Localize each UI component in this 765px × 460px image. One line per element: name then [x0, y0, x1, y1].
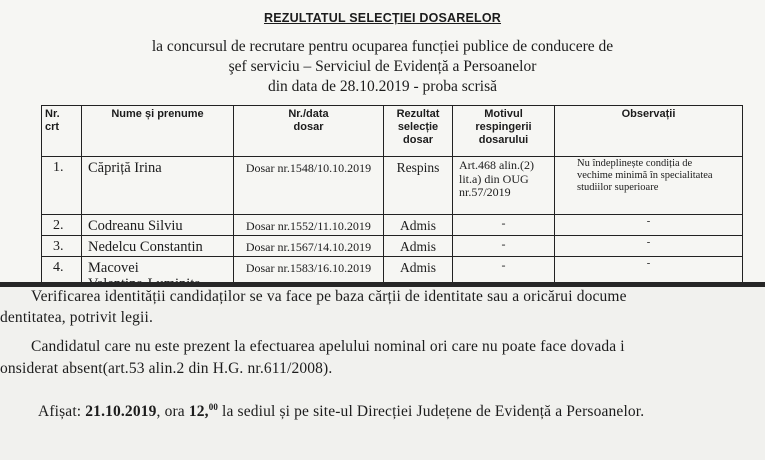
row-result: Admis — [384, 215, 453, 236]
subtitle-line-3: din data de 28.10.2019 - proba scrisă — [268, 78, 497, 95]
row-notes: - — [555, 215, 743, 236]
subtitle-line-1: la concursul de recrutare pentru ocuparea funcției publice de conducere de — [151, 38, 614, 55]
posted-notice — [38, 402, 644, 421]
row-reason: - — [453, 236, 555, 257]
posted-rest: la sediul și pe site-ul Direcției Județene de Evidență a Persoanelor. — [218, 403, 645, 420]
document-lower-page — [0, 287, 765, 460]
absence-paragraph-cont: onsiderat absent(art.53 alin.2 din H.G. nr.611/2008). — [0, 360, 333, 377]
row-nr: 1. — [42, 157, 82, 215]
row-dosar: Dosar nr.1567/14.10.2019 — [234, 236, 384, 257]
row-nr: 3. — [42, 236, 82, 257]
posted-date: 21.10.2019 — [85, 403, 157, 420]
row-notes: - — [555, 257, 743, 294]
absence-paragraph: Candidatul care nu este prezent la efectuarea apelului nominal ori care nu poate face dovada i — [31, 338, 625, 355]
row-result: Admis — [384, 257, 453, 294]
posted-label: Afișat: — [38, 403, 82, 420]
row-name: Codreanu Silviu — [82, 215, 234, 236]
row-nr: 4. — [42, 257, 82, 294]
row-reason: - — [453, 215, 555, 236]
identity-check-paragraph: Verificarea identității candidaților se va face pe baza cărții de identitate sau a oricărui docume — [31, 288, 627, 305]
col-header-reason: Motivul respingerii dosarului — [453, 106, 555, 157]
row-result: Admis — [384, 236, 453, 257]
table-row — [42, 157, 743, 215]
table-header-row — [42, 106, 743, 157]
document-title: REZULTATUL SELECȚIEI DOSARELOR — [263, 11, 502, 25]
col-header-name: Nume și prenume — [82, 106, 234, 157]
row-result: Respins — [384, 157, 453, 215]
row-dosar: Dosar nr.1583/16.10.2019 — [234, 257, 384, 294]
row-name: Căpriță Irina — [82, 157, 234, 215]
row-dosar: Dosar nr.1552/11.10.2019 — [234, 215, 384, 236]
table-row — [42, 236, 743, 257]
row-notes: - — [555, 236, 743, 257]
row-reason: Art.468 alin.(2) lit.a) din OUG nr.57/2019 — [453, 157, 555, 215]
row-dosar: Dosar nr.1548/10.10.2019 — [234, 157, 384, 215]
col-header-result: Rezultat selecție dosar — [384, 106, 453, 157]
col-header-nr: Nr. crt — [42, 106, 82, 157]
subtitle-line-2: şef serviciu – Serviciul de Evidență a Persoanelor — [228, 58, 537, 75]
row-notes: Nu îndeplinește condiția de vechime minimă în specialitatea studiilor superioare — [555, 157, 743, 215]
identity-check-paragraph-cont: dentitatea, potrivit legii. — [0, 309, 153, 326]
posted-minutes: 00 — [208, 402, 218, 412]
posted-hour: 12, — [188, 403, 209, 420]
results-table — [41, 105, 743, 294]
table-row — [42, 215, 743, 236]
row-reason: - — [453, 257, 555, 294]
row-nr: 2. — [42, 215, 82, 236]
posted-sep: , ora — [156, 403, 185, 420]
row-name: Nedelcu Constantin — [82, 236, 234, 257]
col-header-notes: Observații — [555, 106, 743, 157]
col-header-dosar: Nr./data dosar — [234, 106, 384, 157]
row-name: Macovei — [82, 257, 234, 294]
